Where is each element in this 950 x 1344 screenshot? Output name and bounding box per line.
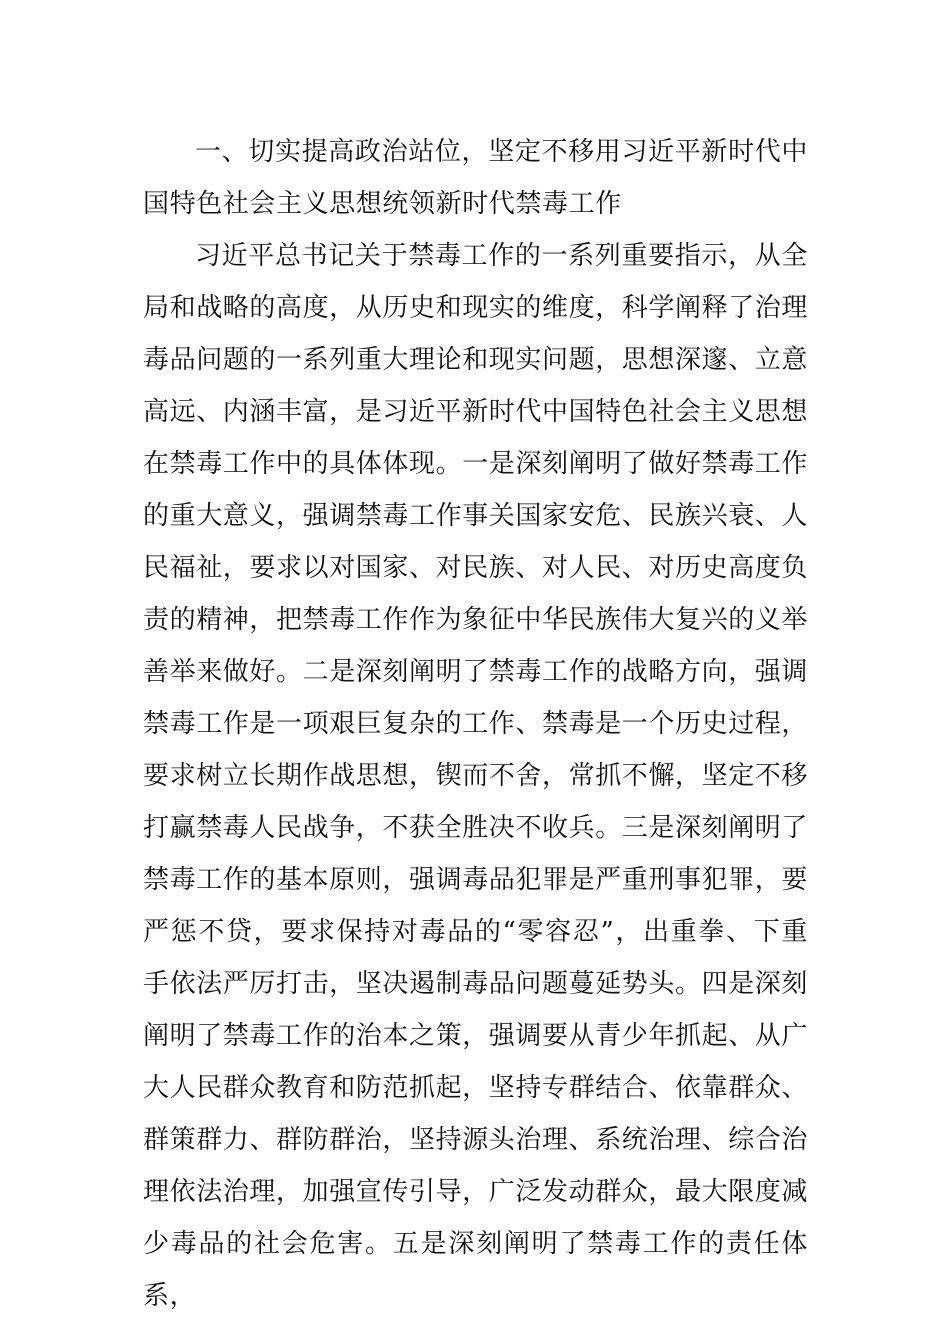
section-heading: 一、切实提高政治站位，坚定不移用习近平新时代中国特色社会主义思想统领新时代禁毒工作 [143, 137, 808, 219]
document-content [143, 126, 808, 1322]
body-paragraph: 习近平总书记关于禁毒工作的一系列重要指示，从全局和战略的高度，从历史和现实的维度，科学阐释了治理毒品问题的一系列重大理论和现实问题，思想深邃、立意高远、内涵丰富，是习近平新时代中国特色社会主义思想在禁毒工作中的具体体现。一是深刻阐明了做好禁毒工作的重大意义，强调禁毒工作事关国家安危、民族兴衰、人民福祉，要求以对国家、对民族、对人民、对历史高度负责的精神，把禁毒工作作为象征中华民族伟大复兴的义举善举来做好。二是深刻阐明了禁毒工作的战略方向，强调禁毒工作是一项艰巨复杂的工作、禁毒是一个历史过程，要求树立长期作战思想，锲而不舍，常抓不懈，坚定不移打赢禁毒人民战争，不获全胜决不收兵。三是深刻阐明了禁毒工作的基本原则，强调毒品犯罪是严重刑事犯罪，要严惩不贷，要求保持对毒品的“零容忍”，出重拳、下重手依法严厉打击，坚决遏制毒品问题蔓延势头。四是深刻阐明了禁毒工作的治本之策，强调要从青少年抓起、从广大人民群众教育和防范抓起，坚持专群结合、依靠群众、群策群力、群防群治，坚持源头治理、系统治理、综合治理依法治理，加强宣传引导，广泛发动群众，最大限度减少毒品的社会危害。五是深刻阐明了禁毒工作的责任体系， [143, 241, 809, 1311]
